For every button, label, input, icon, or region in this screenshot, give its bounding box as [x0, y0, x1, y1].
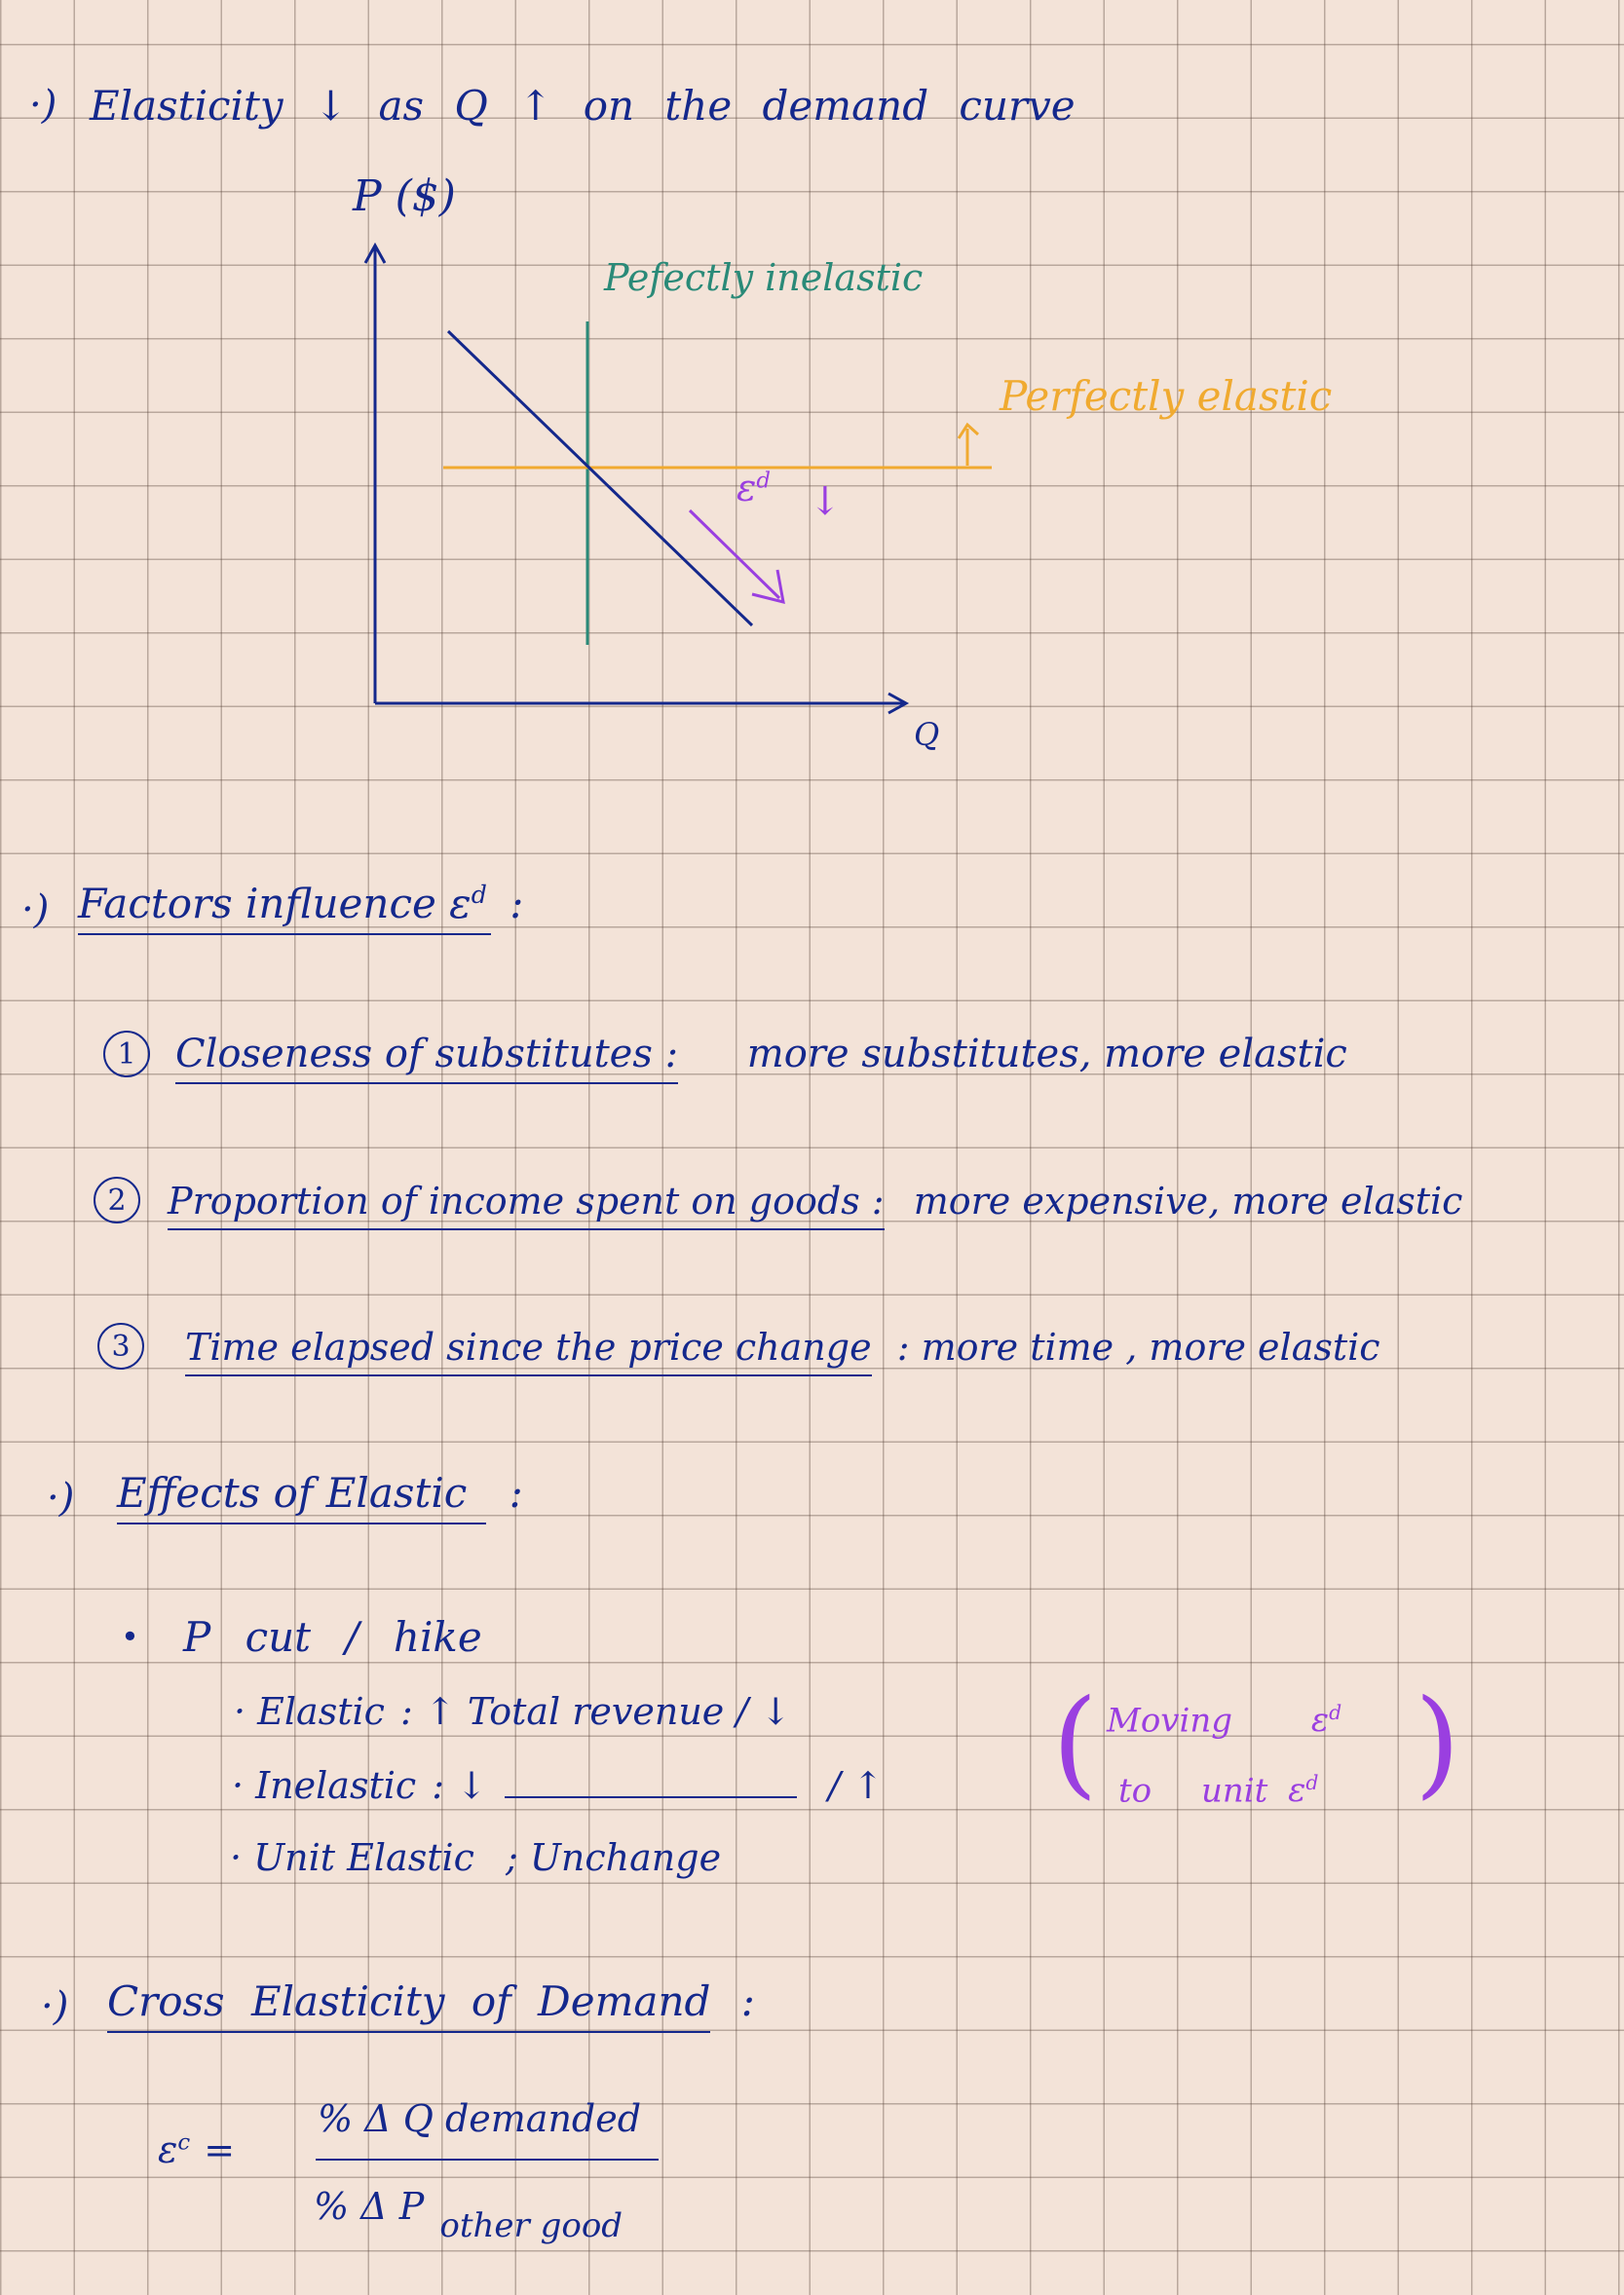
- factor-2-label: Proportion of income spent on goods :: [168, 1180, 885, 1230]
- unit-eps-sup: d: [1305, 1771, 1319, 1794]
- effect-unit-value: ; Unchange: [506, 1836, 722, 1879]
- factor-number-2: 2: [94, 1177, 140, 1223]
- effect-inelastic-label: · Inelastic: [232, 1764, 417, 1807]
- bullet: ·): [29, 83, 57, 128]
- cross-denominator-tail: other good: [439, 2206, 623, 2245]
- factor-2: [168, 1180, 1463, 1223]
- factor-3-label: Time elapsed since the price change: [185, 1326, 872, 1376]
- elasticity-down-arrow: ↓: [809, 479, 842, 524]
- cross-title: Cross Elasticity of Demand: [107, 1977, 710, 2033]
- effect-inelastic-value: : ↓: [432, 1764, 487, 1807]
- factors-title: [78, 880, 491, 935]
- factor-3: [185, 1326, 1380, 1369]
- fraction-bar: [316, 2159, 659, 2161]
- bracket-right: ): [1415, 1675, 1460, 1811]
- cross-eps: ε: [158, 2128, 178, 2171]
- price-cut-hike: P cut / hike: [183, 1613, 482, 1661]
- effect-unit-label: · Unit Elastic: [230, 1836, 474, 1879]
- perfectly-elastic-label: Perfectly elastic: [1000, 372, 1333, 420]
- cross-eps-sup: c: [177, 2129, 191, 2156]
- cross-symbol: [158, 2128, 236, 2171]
- factor-1-label: Closeness of substitutes :: [175, 1032, 678, 1084]
- elasticity-decrease-arrow: [690, 510, 779, 598]
- perfectly-inelastic-label: Pefectly inelastic: [604, 256, 924, 299]
- unit-eps: ε: [1288, 1771, 1306, 1811]
- sub-bullet: •: [121, 1618, 139, 1655]
- x-axis-label: Q: [914, 716, 940, 753]
- bullet: ·): [21, 887, 50, 932]
- factor-1-desc: more substitutes, more elastic: [746, 1032, 1347, 1076]
- factor-3-desc: : more time , more elastic: [896, 1326, 1380, 1369]
- factor-2-desc: more expensive, more elastic: [913, 1180, 1463, 1223]
- effect-inelastic-end: / ↑: [828, 1764, 884, 1807]
- heading-elasticity: Elasticity ↓ as Q ↑ on the demand curve: [90, 82, 1076, 130]
- cross-denominator-main: % Δ P: [314, 2185, 425, 2228]
- effects-title: Effects of Elastic: [117, 1469, 486, 1524]
- factors-heading: [78, 880, 524, 927]
- cross-numerator: % Δ Q demanded: [318, 2097, 642, 2140]
- moving-eps: ε: [1310, 1701, 1330, 1741]
- effect-elastic-label: · Elastic: [234, 1690, 385, 1733]
- effects-heading: [117, 1469, 523, 1517]
- effect-elastic-value: : ↑ Total revenue / ↓: [400, 1690, 792, 1733]
- blank-line: [505, 1796, 797, 1798]
- to-unit-text: to unit: [1118, 1771, 1268, 1811]
- factor-1: [175, 1032, 1347, 1076]
- cross-colon: :: [740, 1977, 755, 2025]
- elasticity-sup: d: [756, 468, 771, 494]
- effect-row-inelastic: [232, 1764, 884, 1807]
- moving-eps-sup: d: [1329, 1701, 1342, 1724]
- bullet: ·): [47, 1476, 75, 1521]
- cross-equals: =: [204, 2128, 236, 2171]
- moving-note-line2: [1118, 1771, 1319, 1811]
- y-axis-label: P ($): [353, 171, 456, 221]
- effect-row-elastic: [234, 1690, 792, 1733]
- cross-heading: [107, 1977, 755, 2025]
- factors-colon: :: [510, 880, 524, 927]
- factor-number-3: 3: [97, 1323, 144, 1370]
- bracket-left: (: [1052, 1675, 1098, 1811]
- factors-title-sup: d: [471, 881, 487, 909]
- cross-denominator: [314, 2185, 623, 2245]
- factor-number-1: 1: [103, 1031, 150, 1077]
- effect-row-unit: [230, 1836, 722, 1879]
- moving-text: Moving: [1107, 1701, 1233, 1741]
- effects-colon: :: [509, 1469, 523, 1517]
- elasticity-symbol: ε: [736, 467, 757, 509]
- elastic-pointer-arrow: [959, 425, 978, 466]
- demand-curve: [448, 331, 752, 625]
- factors-title-text: Factors influence ε: [78, 880, 472, 927]
- moving-note-line1: [1107, 1701, 1342, 1741]
- elasticity-note: [736, 467, 771, 509]
- bullet: ·): [41, 1984, 69, 2029]
